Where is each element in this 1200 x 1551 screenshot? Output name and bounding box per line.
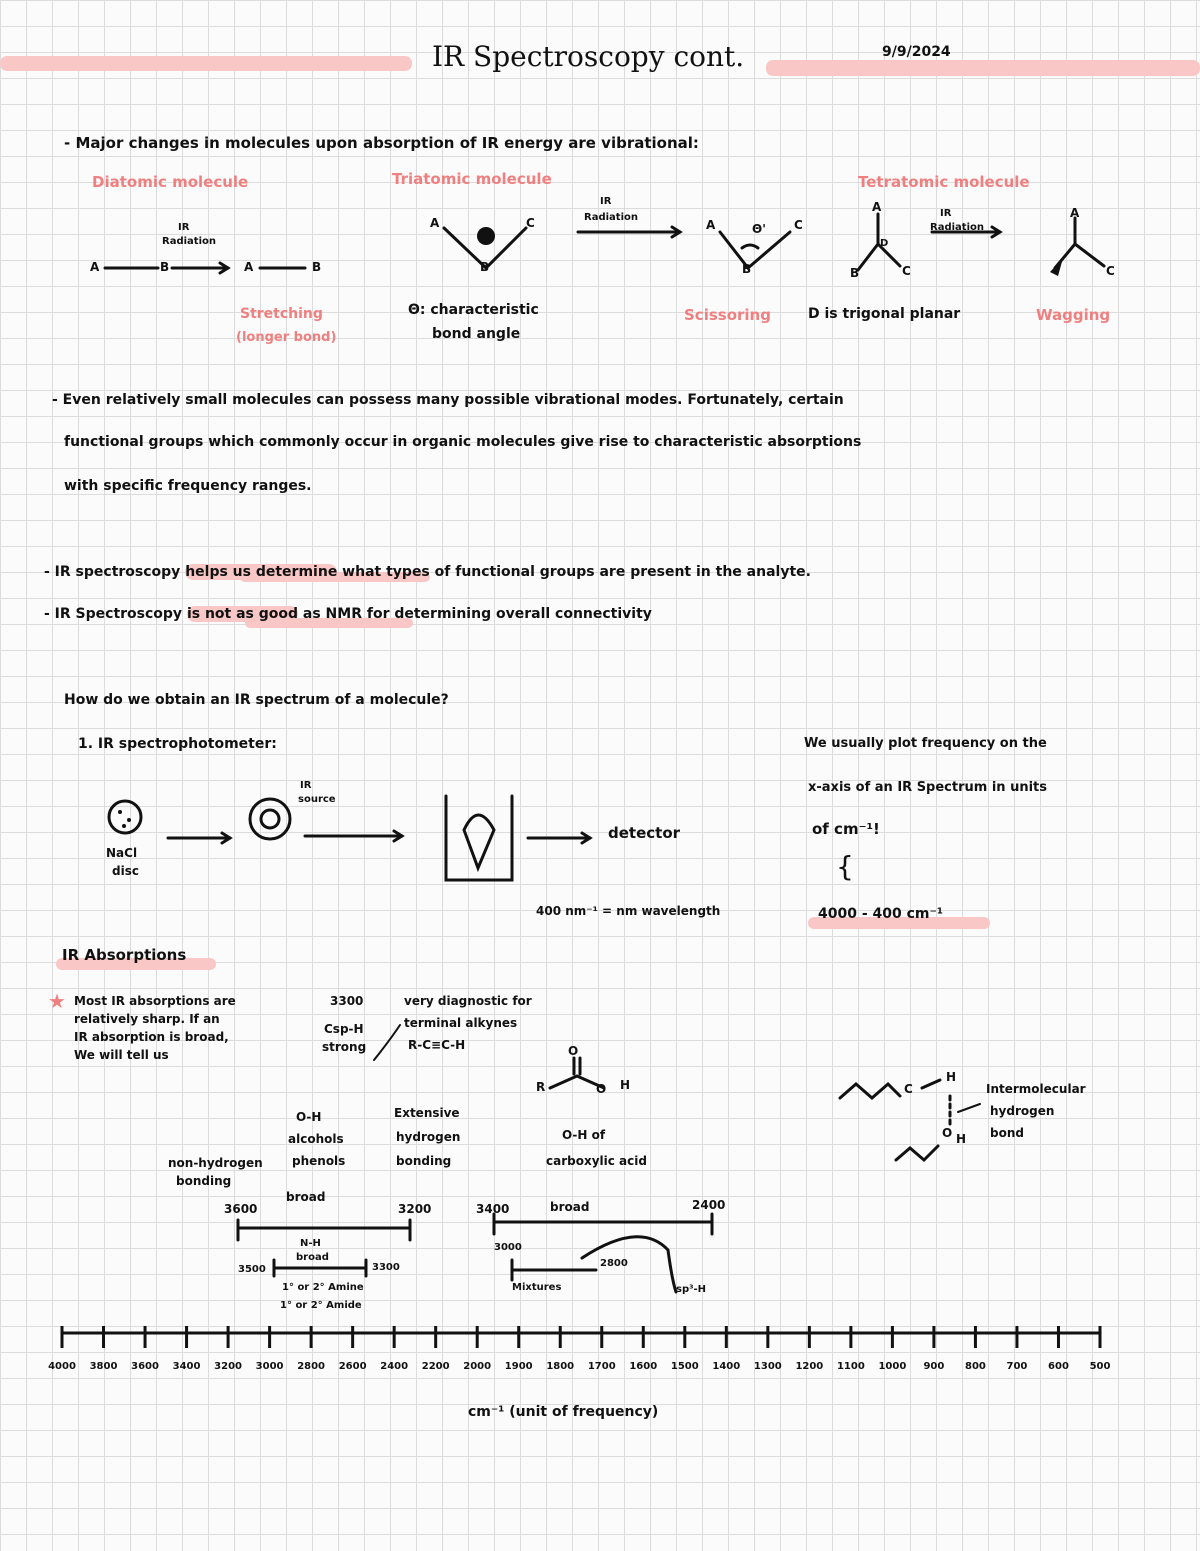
bullet-1: - IR spectroscopy helps us determine what types of functional groups are present in the analyte. xyxy=(44,564,811,580)
atom-a: A xyxy=(90,260,100,274)
axis-tick-label: 3800 xyxy=(89,1361,118,1372)
axis-tick-label: 3200 xyxy=(214,1361,242,1372)
notebook-page: ★ IR Spectroscopy cont. 9/9/2024 - Major changes in molecules upon absorption of IR energy are vibrational: Diatomic molecule IR Radiation A B A B Stretching (longer bond) Triatomic molecule A B C IR Radiation A Θ' B C Θ: characteristic bond angle Scissoring Tetratomic molecule A D B C IR Radiation A C D is trigonal planar Wagging - Even relatively small molecules can possess many possible vibrational modes. Fortunately, certain functional groups which commonly occur in organic molecules give rise to characteristic absorptions with specific frequency ranges. - IR spectroscopy helps us determine what types of functional groups are present in the analyte. - IR Spectroscopy is not as good as NMR for determining overall connectivity How do we obtain an IR spectrum of a molecule? 1. IR spectrophotometer: NaCl disc IR source detector 400 nm⁻¹ = nm wavelength We usually plot frequency on the x-axis of an IR Spectrum in units of cm⁻¹! { 4000 - 400 cm⁻¹ IR Absorptions Most IR absorptions are relatively sharp. If an IR absorption is broad, We will tell us 3300 Csp-H strong very diagnostic for terminal alkynes R-C≡C-H O R O H O-H alcohols phenols non-hydrogen bonding Extensive hydrogen bonding O-H of carboxylic acid broad 3600 3200 N-H broad 3500 3300 1° or 2° Amine 1° or 2° Amide broad 3400 2400 3000 Mixtures 2800 sp³-H C H O H Intermolecular hydrogen bond 4000 3800 3600 3400 3200 3000 2800 2600 2400 2200 2000 1900 1800 1700 1600 1500 1400 1300 1200 1100 1000 900 800 700 600 500 cm⁻¹ (unit of frequency) xyxy=(0,0,1200,1551)
triatomic-label: Triatomic molecule xyxy=(392,170,552,188)
axis-tick-label: 2200 xyxy=(421,1361,450,1372)
axis-tick-label: 2800 xyxy=(297,1361,326,1372)
wedge-bond xyxy=(1050,258,1063,276)
question: How do we obtain an IR spectrum of a molecule? xyxy=(64,692,449,708)
trigonal-note: D is trigonal planar xyxy=(808,306,961,322)
intro-line: - Major changes in molecules upon absorption of IR energy are vibrational: xyxy=(64,134,699,152)
axis-tick-label: 4000 xyxy=(48,1361,76,1372)
bond-angle-note: Θ: characteristic xyxy=(408,302,539,318)
absorptions-heading: IR Absorptions xyxy=(62,946,187,964)
axis-tick-label: 3000 xyxy=(255,1361,284,1372)
tetratomic-label: Tetratomic molecule xyxy=(858,173,1030,191)
axis-tick-label: 1700 xyxy=(587,1361,616,1372)
wavelength-note: 400 nm⁻¹ = nm wavelength xyxy=(536,904,721,918)
stretching-label: Stretching xyxy=(240,306,323,322)
detector-label: detector xyxy=(608,824,681,842)
axis-tick-label: 1300 xyxy=(753,1361,782,1372)
diatomic-label: Diatomic molecule xyxy=(92,173,249,191)
axis-tick-label: 900 xyxy=(923,1361,945,1372)
tetra-bond-d xyxy=(858,244,878,270)
scissor-arc xyxy=(742,245,758,248)
angle-prime: Θ' xyxy=(752,222,766,236)
axis-tick-label: 700 xyxy=(1006,1361,1028,1372)
header-bar-left xyxy=(0,56,412,71)
instrument-label: 1. IR spectrophotometer: xyxy=(78,736,277,752)
page-date: 9/9/2024 xyxy=(882,44,951,60)
axis-tick-label: 1500 xyxy=(670,1361,699,1372)
ir-source-icon xyxy=(250,799,290,839)
triatomic-v-2 xyxy=(720,232,790,268)
wagging-label: Wagging xyxy=(1036,306,1111,324)
axis-tick-label: 1400 xyxy=(712,1361,741,1372)
para-line-1: - Even relatively small molecules can possess many possible vibrational modes. Fortunately, certain xyxy=(52,392,844,408)
axis-tick-label: 500 xyxy=(1089,1361,1111,1372)
scissoring-label: Scissoring xyxy=(684,306,771,324)
axis-tick-label: 1100 xyxy=(836,1361,865,1372)
axis-tick-label: 1900 xyxy=(504,1361,533,1372)
axis-tick-label: 1200 xyxy=(795,1361,824,1372)
axis-tick-label: 2000 xyxy=(463,1361,492,1372)
axis-tick-label: 1800 xyxy=(546,1361,575,1372)
frequency-axis xyxy=(62,1326,1100,1348)
zigzag-chain-1 xyxy=(840,1084,900,1098)
axis-label: cm⁻¹ (unit of frequency) xyxy=(468,1404,659,1420)
atom-b: B xyxy=(160,260,170,274)
zigzag-chain-2 xyxy=(896,1146,938,1160)
bullet-2: - IR Spectroscopy is not as good as NMR for determining overall connectivity xyxy=(44,606,652,622)
range-label: 4000 - 400 cm⁻¹ xyxy=(818,906,944,922)
star-icon: ★ xyxy=(48,989,66,1013)
axis-tick-label: 2600 xyxy=(338,1361,367,1372)
page-title: IR Spectroscopy cont. xyxy=(432,40,745,73)
ir-source-core xyxy=(261,810,279,828)
para-line-2: functional groups which commonly occur in organic molecules give rise to characteristic absorptions xyxy=(64,434,862,450)
triatomic-angle-mark xyxy=(477,227,495,245)
axis-tick-label: 3600 xyxy=(131,1361,159,1372)
axis-tick-label: 1600 xyxy=(629,1361,658,1372)
axis-tick-label: 3400 xyxy=(172,1361,201,1372)
tetra2-bond-c xyxy=(1075,244,1104,266)
axis-tick-label: 1000 xyxy=(878,1361,907,1372)
brace: { xyxy=(836,850,854,883)
pointer-line xyxy=(374,1025,400,1060)
axis-tick-label: 600 xyxy=(1048,1361,1069,1372)
acid-hump-curve xyxy=(582,1237,676,1292)
axis-tick-label: 800 xyxy=(965,1361,986,1372)
droplet-icon xyxy=(464,815,494,868)
para-line-3: with specific frequency ranges. xyxy=(64,478,312,494)
axis-tick-label: 2400 xyxy=(380,1361,409,1372)
header-bar-right xyxy=(766,60,1200,76)
nacl-disc-icon xyxy=(109,801,141,833)
